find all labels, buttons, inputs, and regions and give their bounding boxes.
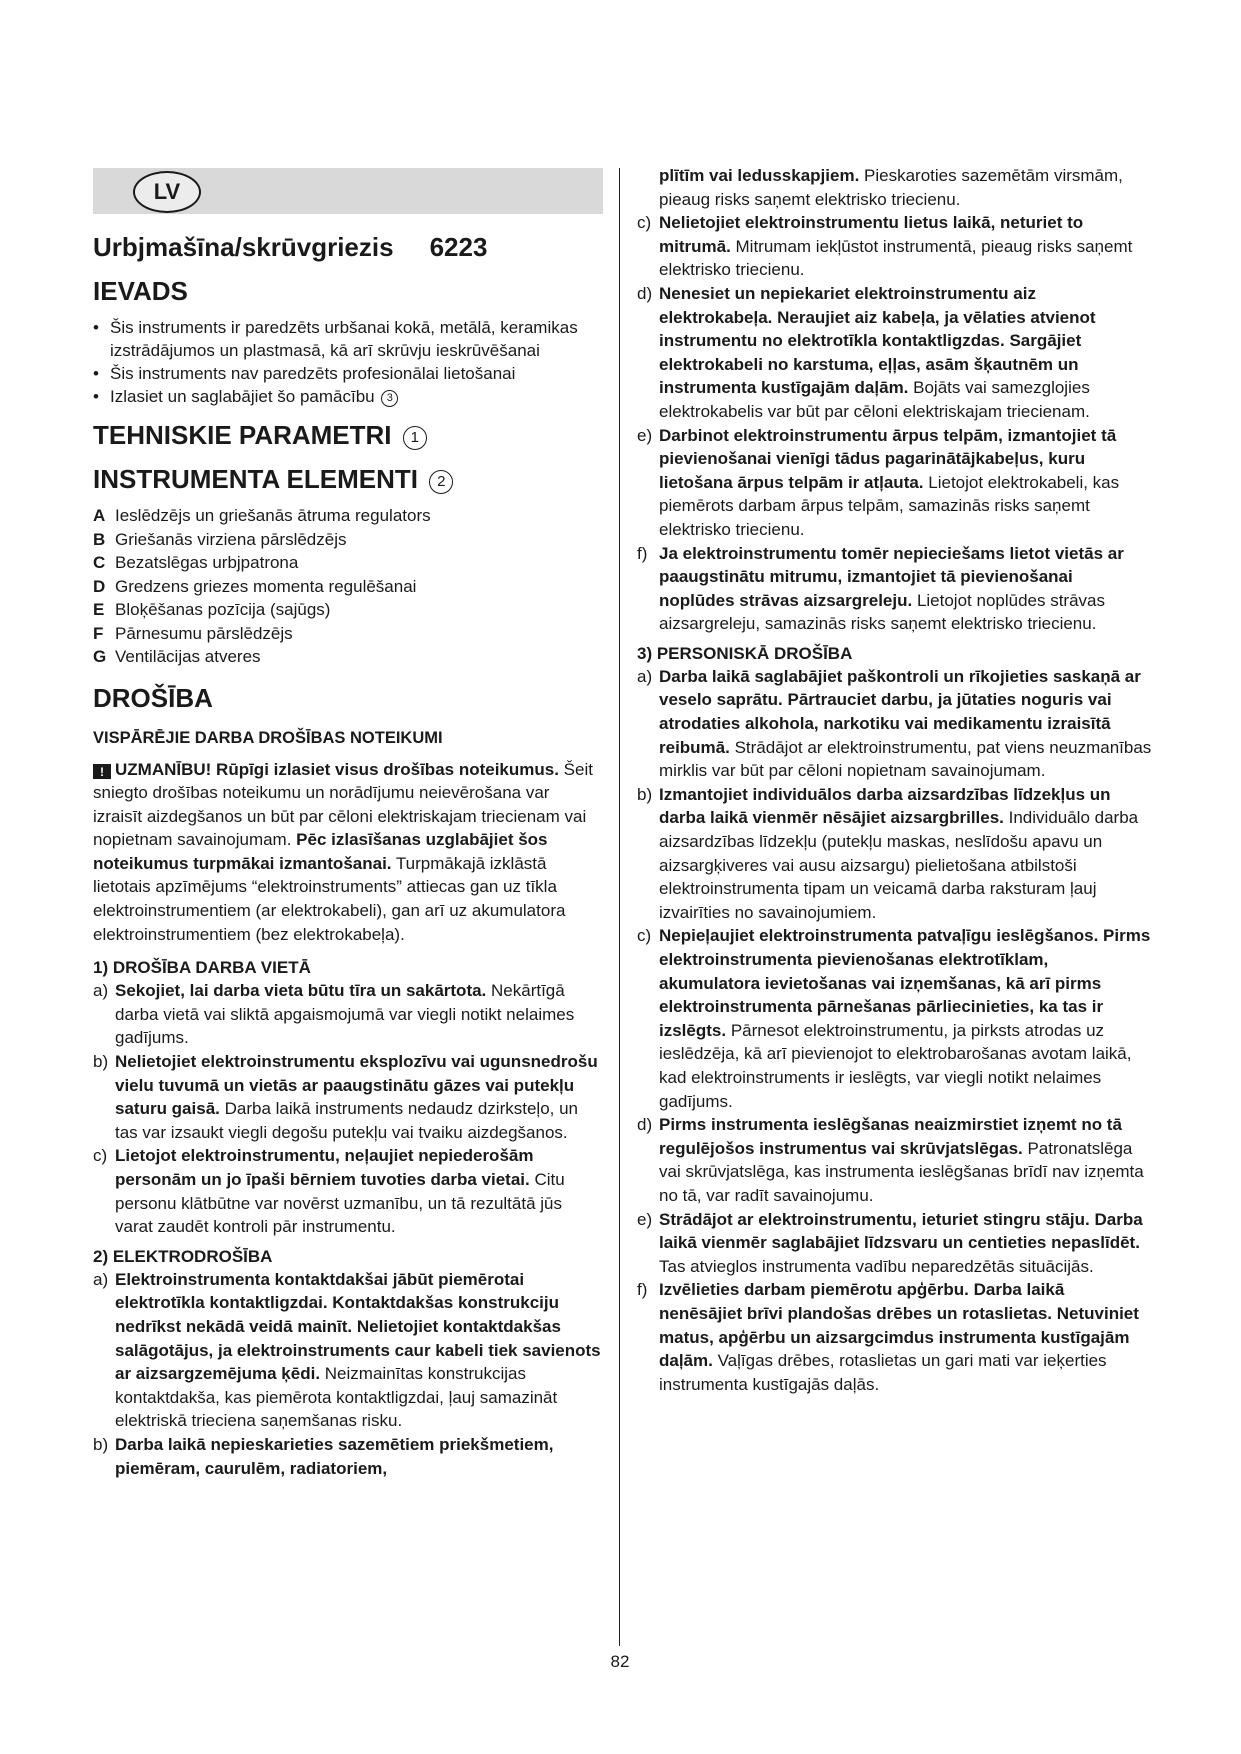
document-title bbox=[93, 230, 603, 264]
rule-item: f) Izvēlieties darbam piemērotu apģērbu. Darba laikā nenēsājiet brīvi plandošas drēbes un rotaslietas. Netuviniet matus, apģērbu un aizsargcimdus instrumenta kustīgajām daļām. Vaļīgas drēbes, rotaslietas un gari mati var ieķerties instrumenta kustīgajās daļās. bbox=[637, 1280, 1139, 1394]
right-column bbox=[637, 168, 1152, 1396]
parts-list bbox=[93, 504, 603, 669]
warning-paragraph: ! UZMANĪBU! Rūpīgi izlasiet visus drošības noteikumus. Šeit sniegto drošības noteikumu un norādījumu neievērošana var izraisīt aizdegšanos un būt par cēloni elektriskajam triecienam vai nopietnam savainojumam. Pēc izlasīšanas uzglabājiet šos noteikumus turpmākai izmantošanai. Turpmākajā izklāstā lietotais apzīmējums “elektroinstruments” attiecas gan uz tīkla elektroinstrumentiem (ar elektrokabeli), gan arī uz akumulatora elektroinstrumentiem (bez elektrokabeļa). bbox=[93, 759, 593, 944]
rule-item: d) Pirms instrumenta ieslēgšanas neaizmirstiet izņemt no tā regulējošos instrumentus vai skrūvjatslēgas. Patronatslēga vai skrūvjatslēga, kas instrumenta ieslēgšanas brīdī nav izņemta no tā, var radīt savainojumu. bbox=[637, 1115, 1144, 1205]
intro-list bbox=[93, 316, 603, 408]
rule-item-continued: plītīm vai ledusskapjiem. Pieskaroties sazemētām virsmām, pieaug risks saņemt elektrisko triecienu. bbox=[659, 166, 1123, 209]
rule-item: c) Lietojot elektroinstrumentu, neļaujiet nepiederošām personām un jo īpaši bērniem tuvoties darba vietai. Citu personu klātbūtne var novērst uzmanību, un tā rezultātā jūs varat zaudēt kontroli pār instrumentu. bbox=[93, 1146, 565, 1237]
elements-heading bbox=[93, 462, 603, 496]
section-title: 1) DROŠĪBA DARBA VIETĀ bbox=[93, 958, 311, 978]
rule-item: f) Ja elektroinstrumentu tomēr nepieciešams lietot vietās ar paaugstinātu mitrumu, izmantojiet tā pievienošanai noplūdes strāvas aizsargreleju. Lietojot noplūdes strāvas aizsargreleju, samazinās risks saņemt elektrisko triecienu. bbox=[637, 543, 1124, 634]
intro-heading: IEVADS bbox=[93, 276, 188, 306]
list-item: F Pārnesumu pārslēdzējs bbox=[93, 623, 293, 643]
list-item: D Gredzens griezes momenta regulēšanai bbox=[93, 576, 417, 596]
rule-item: e) Darbinot elektroinstrumentu ārpus telpām, izmantojiet tā pievienošanai vienīgi tādus pagarinātājkabeļus, kuru lietošana ārpus telpām ir atļauta. Lietojot elektrokabeli, kas piemērots darbam ārpus telpām, samazinās risks saņemt elektrisko triecienu. bbox=[637, 425, 1120, 539]
title-text: Urbjmašīna/skrūvgriezis bbox=[93, 232, 394, 262]
list-item: E Bloķēšanas pozīcija (sajūgs) bbox=[93, 600, 331, 619]
list-item-text: Izlasiet un saglabājiet šo pamācību bbox=[110, 387, 375, 406]
left-column bbox=[93, 168, 603, 1480]
list-item bbox=[93, 385, 603, 408]
rule-item: c) Nelietojiet elektroinstrumentu lietus laikā, neturiet to mitrumā. Mitrumam iekļūstot instrumentā, pieaug risks saņemt elektrisko triecienu. bbox=[637, 213, 1133, 280]
tech-heading-text: TEHNISKIE PARAMETRI bbox=[93, 420, 392, 450]
rule-item: b) Nelietojiet elektroinstrumentu eksplozīvu vai ugunsnedrošu vielu tuvumā un vietās ar paaugstinātu gāzes vai putekļu saturu gaisā. Darba laikā instruments nedaudz dzirksteļo, un tas var izsaukt viegli degošu putekļu vai tvaiku aizdegšanos. bbox=[93, 1052, 598, 1142]
rule-item: b) Darba laikā nepieskarieties sazemētiem priekšmetiem, piemēram, caurulēm, radiatoriem, bbox=[93, 1434, 554, 1478]
rule-item: d) Nenesiet un nepiekariet elektroinstrumentu aiz elektrokabeļa. Neraujiet aiz kabeļa, ja vēlaties atvienot instrumentu no elektrotīkla kontaktligzdas. Sargājiet elektrokabeli no karstuma, eļļas, asām šķautnēm un instrumenta kustīgajām daļām. Bojāts vai samezglojies elektrokabelis var būt par cēloni elektriskajam triecienam. bbox=[637, 283, 1096, 421]
figure-ref: 3 bbox=[381, 390, 398, 407]
safety-heading: DROŠĪBA bbox=[93, 682, 213, 713]
list-item: G Ventilācijas atveres bbox=[93, 647, 261, 666]
rule-item: a) Darba laikā saglabājiet paškontroli un rīkojieties saskaņā ar veselo saprātu. Pārtrauciet darbu, ja jūtaties noguris vai atrodaties alkohola, narkotiku vai medikamentu izraisītā reibumā. Strādājot ar elektroinstrumentu, pat viens neuzmanības mirklis var būt par cēloni nopietnam savainojumam. bbox=[637, 666, 1152, 781]
language-badge: LV bbox=[133, 171, 201, 213]
model-number: 6223 bbox=[429, 232, 488, 262]
rule-item: e) Strādājot ar elektroinstrumentu, ieturiet stingru stāju. Darba laikā vienmēr saglabājiet līdzsvaru un centieties nepaslīdēt. Tas atvieglos instrumenta vadību neparedzētās situācijās. bbox=[637, 1209, 1143, 1276]
rule-item: b) Izmantojiet individuālos darba aizsardzības līdzekļus un darba laikā vienmēr nēsājiet aizsargbrilles. Individuālo darba aizsardzības līdzekļu (putekļu maskas, neslīdošu apavu un aizsargķiveres vai ausu aizsargu) pielietošana atbilstoši elektroinstrumenta tipam un veicamā darba raksturam ļauj izvairīties no savainojumiem. bbox=[637, 784, 1139, 922]
page-number: 82 bbox=[610, 1652, 630, 1671]
list-item: C Bezatslēgas urbjpatrona bbox=[93, 553, 299, 572]
warning-icon: ! bbox=[93, 764, 111, 779]
section-title: 3) PERSONISKĀ DROŠĪBA bbox=[637, 643, 853, 663]
list-item: • Šis instruments ir paredzēts urbšanai kokā, metālā, keramikas izstrādājumos un plastmasā, kā arī skrūvju ieskrūvēšanai bbox=[93, 316, 603, 362]
figure-ref: 1 bbox=[403, 426, 427, 450]
rule-item: a) Elektroinstrumenta kontaktdakšai jābūt piemērotai elektrotīkla kontaktligzdai. Kontaktdakšas konstrukciju nedrīkst nekādā veidā mainīt. Nelietojiet kontaktdakšas salāgotājus, ja elektroinstruments caur kabeli tiek savienots ar aizsargzemējuma ķēdi. Neizmainītas konstrukcijas kontaktdakša, kas piemērota kontaktligzdai, ļauj samazināt elektriskā trieciena saņemšanas risku. bbox=[93, 1269, 601, 1431]
section-title: 2) ELEKTRODROŠĪBA bbox=[93, 1246, 273, 1266]
tech-heading bbox=[93, 418, 603, 452]
list-item: B Griešanās virziena pārslēdzējs bbox=[93, 529, 347, 549]
list-item: A Ieslēdzējs un griešanās ātruma regulators bbox=[93, 506, 431, 525]
list-item: • Šis instruments nav paredzēts profesionālai lietošanai bbox=[93, 362, 603, 385]
language-bar bbox=[93, 168, 603, 214]
column-divider bbox=[619, 168, 620, 1646]
rule-item: a) Sekojiet, lai darba vieta būtu tīra un sakārtota. Nekārtīgā darba vietā vai sliktā apgaismojumā var viegli notikt nelaimes gadījums. bbox=[93, 981, 575, 1048]
figure-ref: 2 bbox=[429, 470, 453, 494]
safety-subheading: VISPĀRĒJIE DARBA DROŠĪBAS NOTEIKUMI bbox=[93, 728, 443, 747]
elements-heading-text: INSTRUMENTA ELEMENTI bbox=[93, 464, 418, 494]
rule-item: c) Nepieļaujiet elektroinstrumenta patvaļīgu ieslēgšanos. Pirms elektroinstrumenta pievienošanas elektrotīklam, akumulatora ievietošanas vai izņemšanas, kā arī pirms elektroinstrumenta pārnešanas pārliecinieties, ka tas ir izslēgts. Pārnesot elektroinstrumentu, ja pirksts atrodas uz ieslēdzēja, kā arī pievienojot to elektrobarošanas avotam laikā, kad elektroinstruments ir ieslēgts, var viegli notikt nelaimes gadījums. bbox=[637, 926, 1151, 1111]
